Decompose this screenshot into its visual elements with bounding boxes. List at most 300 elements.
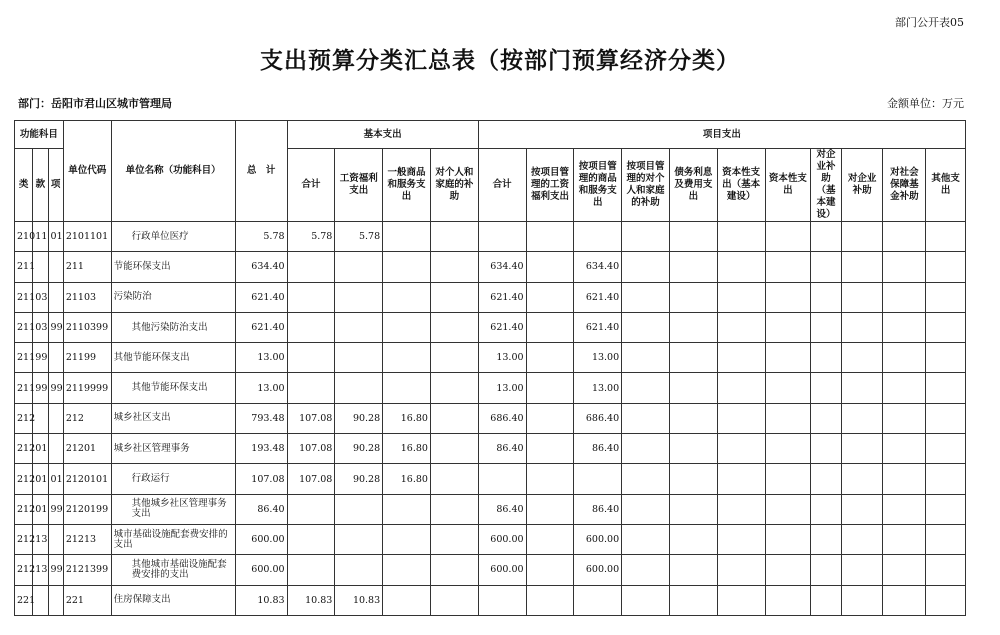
cell-project-other xyxy=(765,434,811,464)
cell-project-goods: 621.40 xyxy=(574,312,622,342)
cell-xiang xyxy=(48,343,63,373)
cell-project-total: 13.00 xyxy=(478,373,526,403)
cell-unit-name: 行政运行 xyxy=(111,464,235,494)
cell-project-total: 600.00 xyxy=(478,524,526,554)
cell-project-other xyxy=(765,403,811,433)
cell-unit-name: 城乡社区管理事务 xyxy=(111,434,235,464)
cell-project-wage xyxy=(526,524,574,554)
cell-lei: 211 xyxy=(15,343,33,373)
cell-project-other xyxy=(622,343,670,373)
cell-project-other xyxy=(926,434,966,464)
form-number: 部门公开表05 xyxy=(895,16,964,29)
cell-kuan: 99 xyxy=(33,373,48,403)
cell-project-other xyxy=(926,312,966,342)
cell-basic-wage xyxy=(335,252,383,282)
header-func-subject: 功能科目 xyxy=(15,121,64,149)
cell-project-other xyxy=(926,373,966,403)
cell-unit-code: 2120101 xyxy=(63,464,111,494)
cell-project-other xyxy=(717,282,765,312)
cell-xiang xyxy=(48,434,63,464)
table-row xyxy=(15,434,966,464)
cell-unit-code: 2120199 xyxy=(63,494,111,524)
cell-basic-wage: 10.83 xyxy=(335,585,383,615)
cell-project-wage xyxy=(526,252,574,282)
header-unit-name: 单位名称（功能科目） xyxy=(111,121,235,222)
cell-project-other xyxy=(926,524,966,554)
cell-project-other xyxy=(883,464,926,494)
cell-basic-total xyxy=(287,282,335,312)
cell-unit-code: 2121399 xyxy=(63,555,111,585)
cell-project-other xyxy=(622,524,670,554)
cell-project-goods xyxy=(574,464,622,494)
cell-project-goods: 600.00 xyxy=(574,524,622,554)
cell-basic-goods xyxy=(383,222,431,252)
cell-basic-wage xyxy=(335,282,383,312)
cell-kuan: 03 xyxy=(33,312,48,342)
cell-project-other xyxy=(841,464,883,494)
cell-unit-name: 节能环保支出 xyxy=(111,252,235,282)
cell-project-other xyxy=(883,524,926,554)
cell-project-wage xyxy=(526,464,574,494)
table-row xyxy=(15,312,966,342)
cell-basic-goods xyxy=(383,555,431,585)
table-row xyxy=(15,282,966,312)
cell-total: 193.48 xyxy=(235,434,287,464)
cell-project-other xyxy=(883,343,926,373)
header-project-col: 资本性支出 xyxy=(765,149,811,222)
cell-project-total: 621.40 xyxy=(478,312,526,342)
cell-project-other xyxy=(717,464,765,494)
cell-project-total xyxy=(478,222,526,252)
cell-project-other xyxy=(841,555,883,585)
cell-basic-wage: 5.78 xyxy=(335,222,383,252)
cell-basic-total: 107.08 xyxy=(287,434,335,464)
cell-xiang xyxy=(48,282,63,312)
cell-unit-code: 21213 xyxy=(63,524,111,554)
cell-project-wage xyxy=(526,282,574,312)
cell-project-other xyxy=(765,555,811,585)
cell-basic-total xyxy=(287,524,335,554)
cell-project-other xyxy=(622,282,670,312)
cell-lei: 221 xyxy=(15,585,33,615)
cell-project-total: 686.40 xyxy=(478,403,526,433)
header-total: 总 计 xyxy=(235,121,287,222)
cell-project-other xyxy=(811,343,842,373)
cell-project-other xyxy=(669,252,717,282)
cell-project-other xyxy=(841,282,883,312)
cell-project-other xyxy=(717,555,765,585)
cell-project-other xyxy=(717,524,765,554)
cell-unit-code: 211 xyxy=(63,252,111,282)
cell-basic-goods xyxy=(383,373,431,403)
cell-basic-wage: 90.28 xyxy=(335,403,383,433)
table-row xyxy=(15,222,966,252)
cell-project-other xyxy=(841,252,883,282)
amount-unit-label: 金额单位：万元 xyxy=(887,97,964,110)
cell-basic-total xyxy=(287,494,335,524)
cell-project-other xyxy=(811,222,842,252)
cell-basic-wage xyxy=(335,524,383,554)
cell-project-other xyxy=(841,434,883,464)
cell-xiang: 99 xyxy=(48,312,63,342)
cell-basic-personal xyxy=(430,252,478,282)
cell-project-other xyxy=(883,282,926,312)
cell-project-other xyxy=(765,373,811,403)
cell-project-wage xyxy=(526,312,574,342)
cell-project-other xyxy=(765,222,811,252)
cell-lei: 212 xyxy=(15,434,33,464)
cell-basic-goods xyxy=(383,252,431,282)
cell-project-other xyxy=(669,555,717,585)
cell-basic-personal xyxy=(430,282,478,312)
cell-basic-personal xyxy=(430,222,478,252)
header-project-col: 其他支出 xyxy=(926,149,966,222)
cell-project-goods: 600.00 xyxy=(574,555,622,585)
cell-project-other xyxy=(765,524,811,554)
cell-project-other xyxy=(841,524,883,554)
cell-xiang: 01 xyxy=(48,464,63,494)
cell-project-other xyxy=(841,585,883,615)
cell-project-other xyxy=(717,434,765,464)
cell-unit-name: 其他城市基础设施配套费安排的支出 xyxy=(111,555,235,585)
cell-project-other xyxy=(717,252,765,282)
table-row xyxy=(15,252,966,282)
cell-project-other xyxy=(669,312,717,342)
header-lei: 类 xyxy=(15,149,33,222)
cell-project-other xyxy=(811,252,842,282)
cell-project-other xyxy=(622,373,670,403)
cell-project-total: 621.40 xyxy=(478,282,526,312)
cell-project-other xyxy=(717,403,765,433)
cell-project-other xyxy=(765,282,811,312)
header-project: 项目支出 xyxy=(478,121,965,149)
cell-basic-goods xyxy=(383,343,431,373)
cell-project-other xyxy=(811,464,842,494)
cell-lei: 211 xyxy=(15,373,33,403)
cell-project-other xyxy=(841,403,883,433)
header-basic: 基本支出 xyxy=(287,121,478,149)
cell-project-other xyxy=(622,555,670,585)
cell-total: 10.83 xyxy=(235,585,287,615)
cell-total: 5.78 xyxy=(235,222,287,252)
cell-xiang: 99 xyxy=(48,494,63,524)
cell-lei: 211 xyxy=(15,282,33,312)
cell-project-goods xyxy=(574,585,622,615)
cell-project-wage xyxy=(526,343,574,373)
cell-xiang xyxy=(48,252,63,282)
cell-xiang xyxy=(48,403,63,433)
header-project-col: 资本性支出（基本建设） xyxy=(717,149,765,222)
cell-unit-code: 212 xyxy=(63,403,111,433)
header-project-col: 对企业补助 xyxy=(841,149,883,222)
cell-project-wage xyxy=(526,494,574,524)
cell-unit-code: 221 xyxy=(63,585,111,615)
cell-project-other xyxy=(622,252,670,282)
cell-unit-name: 其他污染防治支出 xyxy=(111,312,235,342)
header-project-col: 按项目管理的商品和服务支出 xyxy=(574,149,622,222)
cell-project-other xyxy=(883,252,926,282)
cell-project-total xyxy=(478,464,526,494)
cell-project-other xyxy=(883,434,926,464)
header-project-col: 按项目管理的工资福利支出 xyxy=(526,149,574,222)
cell-project-other xyxy=(926,494,966,524)
cell-unit-code: 21103 xyxy=(63,282,111,312)
cell-total: 600.00 xyxy=(235,555,287,585)
cell-project-other xyxy=(811,524,842,554)
cell-basic-goods: 16.80 xyxy=(383,464,431,494)
cell-basic-wage xyxy=(335,373,383,403)
cell-basic-total: 10.83 xyxy=(287,585,335,615)
cell-xiang xyxy=(48,524,63,554)
cell-project-goods: 13.00 xyxy=(574,373,622,403)
cell-unit-code: 21199 xyxy=(63,343,111,373)
cell-project-total: 634.40 xyxy=(478,252,526,282)
header-unit-code: 单位代码 xyxy=(63,121,111,222)
cell-project-wage xyxy=(526,585,574,615)
header-basic-col: 合计 xyxy=(287,149,335,222)
cell-project-other xyxy=(926,464,966,494)
cell-project-other xyxy=(669,464,717,494)
cell-kuan: 99 xyxy=(33,343,48,373)
table-row xyxy=(15,373,966,403)
cell-project-other xyxy=(669,585,717,615)
cell-unit-code: 2119999 xyxy=(63,373,111,403)
cell-unit-name: 城市基础设施配套费安排的支出 xyxy=(111,524,235,554)
cell-kuan xyxy=(33,252,48,282)
cell-project-other xyxy=(765,494,811,524)
cell-project-other xyxy=(811,555,842,585)
cell-project-other xyxy=(669,403,717,433)
cell-project-other xyxy=(926,222,966,252)
cell-kuan: 01 xyxy=(33,434,48,464)
cell-project-other xyxy=(622,312,670,342)
table-row xyxy=(15,464,966,494)
cell-project-other xyxy=(841,222,883,252)
table-row xyxy=(15,555,966,585)
cell-basic-total xyxy=(287,312,335,342)
cell-project-other xyxy=(811,403,842,433)
table-row xyxy=(15,585,966,615)
cell-project-other xyxy=(622,464,670,494)
cell-project-wage xyxy=(526,403,574,433)
cell-project-other xyxy=(765,585,811,615)
cell-basic-personal xyxy=(430,312,478,342)
cell-project-other xyxy=(883,585,926,615)
cell-project-wage xyxy=(526,434,574,464)
cell-total: 13.00 xyxy=(235,343,287,373)
cell-basic-personal xyxy=(430,494,478,524)
cell-basic-total: 107.08 xyxy=(287,464,335,494)
cell-lei: 210 xyxy=(15,222,33,252)
cell-basic-personal xyxy=(430,434,478,464)
cell-project-other xyxy=(926,343,966,373)
cell-basic-total xyxy=(287,373,335,403)
cell-kuan: 01 xyxy=(33,464,48,494)
expenditure-table xyxy=(14,120,966,616)
cell-project-other xyxy=(765,464,811,494)
cell-project-other xyxy=(841,373,883,403)
cell-project-other xyxy=(841,343,883,373)
cell-project-total: 13.00 xyxy=(478,343,526,373)
cell-basic-goods xyxy=(383,585,431,615)
header-kuan: 款 xyxy=(33,149,48,222)
cell-basic-personal xyxy=(430,343,478,373)
cell-basic-total xyxy=(287,555,335,585)
cell-project-other xyxy=(926,555,966,585)
cell-project-other xyxy=(883,312,926,342)
table-row xyxy=(15,494,966,524)
cell-kuan: 11 xyxy=(33,222,48,252)
cell-basic-personal xyxy=(430,464,478,494)
cell-project-other xyxy=(765,312,811,342)
cell-project-other xyxy=(622,403,670,433)
cell-project-goods: 621.40 xyxy=(574,282,622,312)
cell-basic-personal xyxy=(430,373,478,403)
cell-project-other xyxy=(841,494,883,524)
cell-lei: 212 xyxy=(15,524,33,554)
cell-xiang: 01 xyxy=(48,222,63,252)
table-row xyxy=(15,524,966,554)
cell-project-other xyxy=(622,585,670,615)
cell-project-other xyxy=(717,222,765,252)
cell-unit-code: 2101101 xyxy=(63,222,111,252)
cell-basic-total: 5.78 xyxy=(287,222,335,252)
table-body xyxy=(15,222,966,616)
header-basic-col: 一般商品和服务支出 xyxy=(383,149,431,222)
cell-project-other xyxy=(926,282,966,312)
header-basic-col: 工资福利支出 xyxy=(335,149,383,222)
cell-unit-name: 其他节能环保支出 xyxy=(111,343,235,373)
cell-basic-total: 107.08 xyxy=(287,403,335,433)
cell-project-total xyxy=(478,585,526,615)
cell-total: 13.00 xyxy=(235,373,287,403)
cell-kuan: 13 xyxy=(33,555,48,585)
cell-total: 86.40 xyxy=(235,494,287,524)
cell-project-other xyxy=(717,373,765,403)
cell-project-goods: 686.40 xyxy=(574,403,622,433)
cell-unit-name: 行政单位医疗 xyxy=(111,222,235,252)
cell-project-other xyxy=(669,524,717,554)
cell-xiang: 99 xyxy=(48,373,63,403)
cell-total: 621.40 xyxy=(235,312,287,342)
cell-project-total: 86.40 xyxy=(478,434,526,464)
header-project-col: 债务利息及费用支出 xyxy=(669,149,717,222)
cell-project-other xyxy=(811,494,842,524)
cell-project-other xyxy=(883,403,926,433)
cell-project-other xyxy=(926,252,966,282)
cell-lei: 211 xyxy=(15,312,33,342)
cell-unit-name: 其他城乡社区管理事务支出 xyxy=(111,494,235,524)
cell-xiang: 99 xyxy=(48,555,63,585)
cell-basic-wage xyxy=(335,343,383,373)
cell-project-other xyxy=(883,555,926,585)
cell-project-other xyxy=(926,403,966,433)
cell-project-other xyxy=(811,373,842,403)
cell-project-other xyxy=(717,585,765,615)
cell-project-goods xyxy=(574,222,622,252)
cell-project-other xyxy=(717,494,765,524)
cell-project-wage xyxy=(526,555,574,585)
cell-project-other xyxy=(883,222,926,252)
cell-total: 600.00 xyxy=(235,524,287,554)
cell-basic-wage xyxy=(335,555,383,585)
cell-basic-total xyxy=(287,343,335,373)
cell-lei: 212 xyxy=(15,464,33,494)
cell-basic-goods xyxy=(383,312,431,342)
cell-basic-total xyxy=(287,252,335,282)
cell-project-other xyxy=(765,252,811,282)
cell-project-other xyxy=(717,312,765,342)
cell-project-other xyxy=(883,494,926,524)
cell-project-other xyxy=(841,312,883,342)
cell-kuan: 01 xyxy=(33,494,48,524)
cell-lei: 212 xyxy=(15,403,33,433)
cell-basic-goods: 16.80 xyxy=(383,403,431,433)
cell-lei: 212 xyxy=(15,494,33,524)
department-label: 部门：岳阳市君山区城市管理局 xyxy=(18,97,172,110)
cell-project-other xyxy=(811,585,842,615)
cell-project-goods: 13.00 xyxy=(574,343,622,373)
cell-basic-wage xyxy=(335,312,383,342)
cell-basic-goods: 16.80 xyxy=(383,434,431,464)
cell-basic-goods xyxy=(383,282,431,312)
cell-project-other xyxy=(926,585,966,615)
cell-project-other xyxy=(811,434,842,464)
header-project-col: 对企业补助（基本建设） xyxy=(811,149,842,222)
header-project-col: 合计 xyxy=(478,149,526,222)
cell-project-other xyxy=(883,373,926,403)
cell-project-other xyxy=(717,343,765,373)
cell-project-total: 600.00 xyxy=(478,555,526,585)
cell-project-other xyxy=(669,282,717,312)
cell-xiang xyxy=(48,585,63,615)
cell-project-other xyxy=(622,222,670,252)
page-title: 支出预算分类汇总表（按部门预算经济分类） xyxy=(260,47,740,74)
cell-basic-wage: 90.28 xyxy=(335,434,383,464)
cell-project-other xyxy=(669,343,717,373)
cell-project-other xyxy=(765,343,811,373)
header-project-col: 对社会保障基金补助 xyxy=(883,149,926,222)
cell-project-total: 86.40 xyxy=(478,494,526,524)
cell-basic-personal xyxy=(430,585,478,615)
cell-lei: 211 xyxy=(15,252,33,282)
table-row xyxy=(15,403,966,433)
cell-basic-wage xyxy=(335,494,383,524)
cell-unit-name: 住房保障支出 xyxy=(111,585,235,615)
cell-kuan xyxy=(33,403,48,433)
cell-project-other xyxy=(669,373,717,403)
cell-unit-code: 2110399 xyxy=(63,312,111,342)
cell-basic-wage: 90.28 xyxy=(335,464,383,494)
cell-project-other xyxy=(811,312,842,342)
cell-project-other xyxy=(669,434,717,464)
cell-total: 621.40 xyxy=(235,282,287,312)
cell-total: 634.40 xyxy=(235,252,287,282)
cell-project-other xyxy=(669,222,717,252)
cell-kuan: 13 xyxy=(33,524,48,554)
table-row xyxy=(15,343,966,373)
cell-total: 793.48 xyxy=(235,403,287,433)
cell-project-goods: 86.40 xyxy=(574,434,622,464)
cell-unit-code: 21201 xyxy=(63,434,111,464)
cell-kuan: 03 xyxy=(33,282,48,312)
cell-project-wage xyxy=(526,222,574,252)
header-basic-col: 对个人和家庭的补助 xyxy=(430,149,478,222)
cell-unit-name: 其他节能环保支出 xyxy=(111,373,235,403)
cell-project-other xyxy=(622,434,670,464)
cell-basic-goods xyxy=(383,524,431,554)
header-xiang: 项 xyxy=(48,149,63,222)
